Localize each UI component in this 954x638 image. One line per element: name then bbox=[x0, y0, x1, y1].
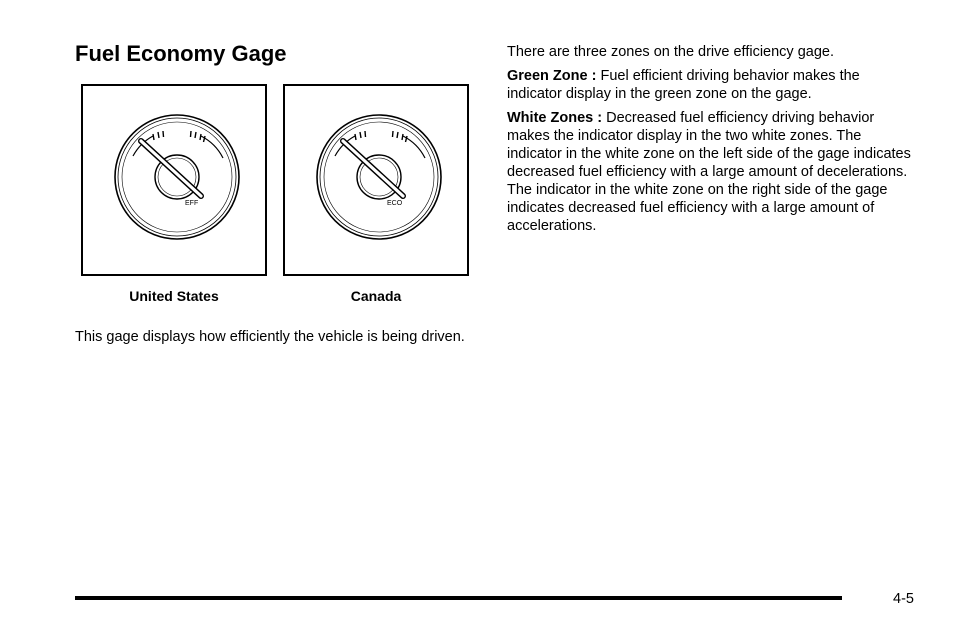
gage-label-eco: ECO bbox=[387, 200, 403, 207]
green-zone-term: Green Zone : bbox=[507, 68, 597, 84]
zones-intro: There are three zones on the drive efficiency gage. bbox=[507, 44, 834, 60]
footer-rule bbox=[75, 596, 842, 600]
page-number: 4-5 bbox=[893, 591, 914, 607]
fuel-gage-icon bbox=[83, 86, 269, 278]
gage-illustration-canada bbox=[283, 84, 469, 276]
gage-illustration-us bbox=[81, 84, 267, 276]
figure-caption-canada: Canada bbox=[350, 288, 402, 304]
white-zones-paragraph bbox=[507, 109, 912, 235]
gage-description: This gage displays how efficiently the vehicle is being driven. bbox=[75, 329, 465, 345]
gage-label-eff: EFF bbox=[185, 200, 199, 207]
green-zone-paragraph bbox=[507, 67, 912, 103]
white-zones-text: Decreased fuel efficiency driving behavior makes the indicator display in the two white zones. The indicator in the white zone on the left side of the gage indicates decreased fuel efficiency with a large amount of decelerations. The indicator in the white zone on the right side of the gage indicates decreased fuel efficiency with a large amount of accelerations. bbox=[507, 110, 911, 234]
green-zone-text: Fuel efficient driving behavior makes the indicator display in the green zone on the gage. bbox=[507, 68, 860, 102]
white-zones-term: White Zones : bbox=[507, 110, 603, 126]
zones-section bbox=[507, 43, 912, 241]
fuel-gage-icon bbox=[285, 86, 471, 278]
page-title: Fuel Economy Gage bbox=[75, 41, 287, 66]
figure-caption-us: United States bbox=[129, 288, 219, 304]
